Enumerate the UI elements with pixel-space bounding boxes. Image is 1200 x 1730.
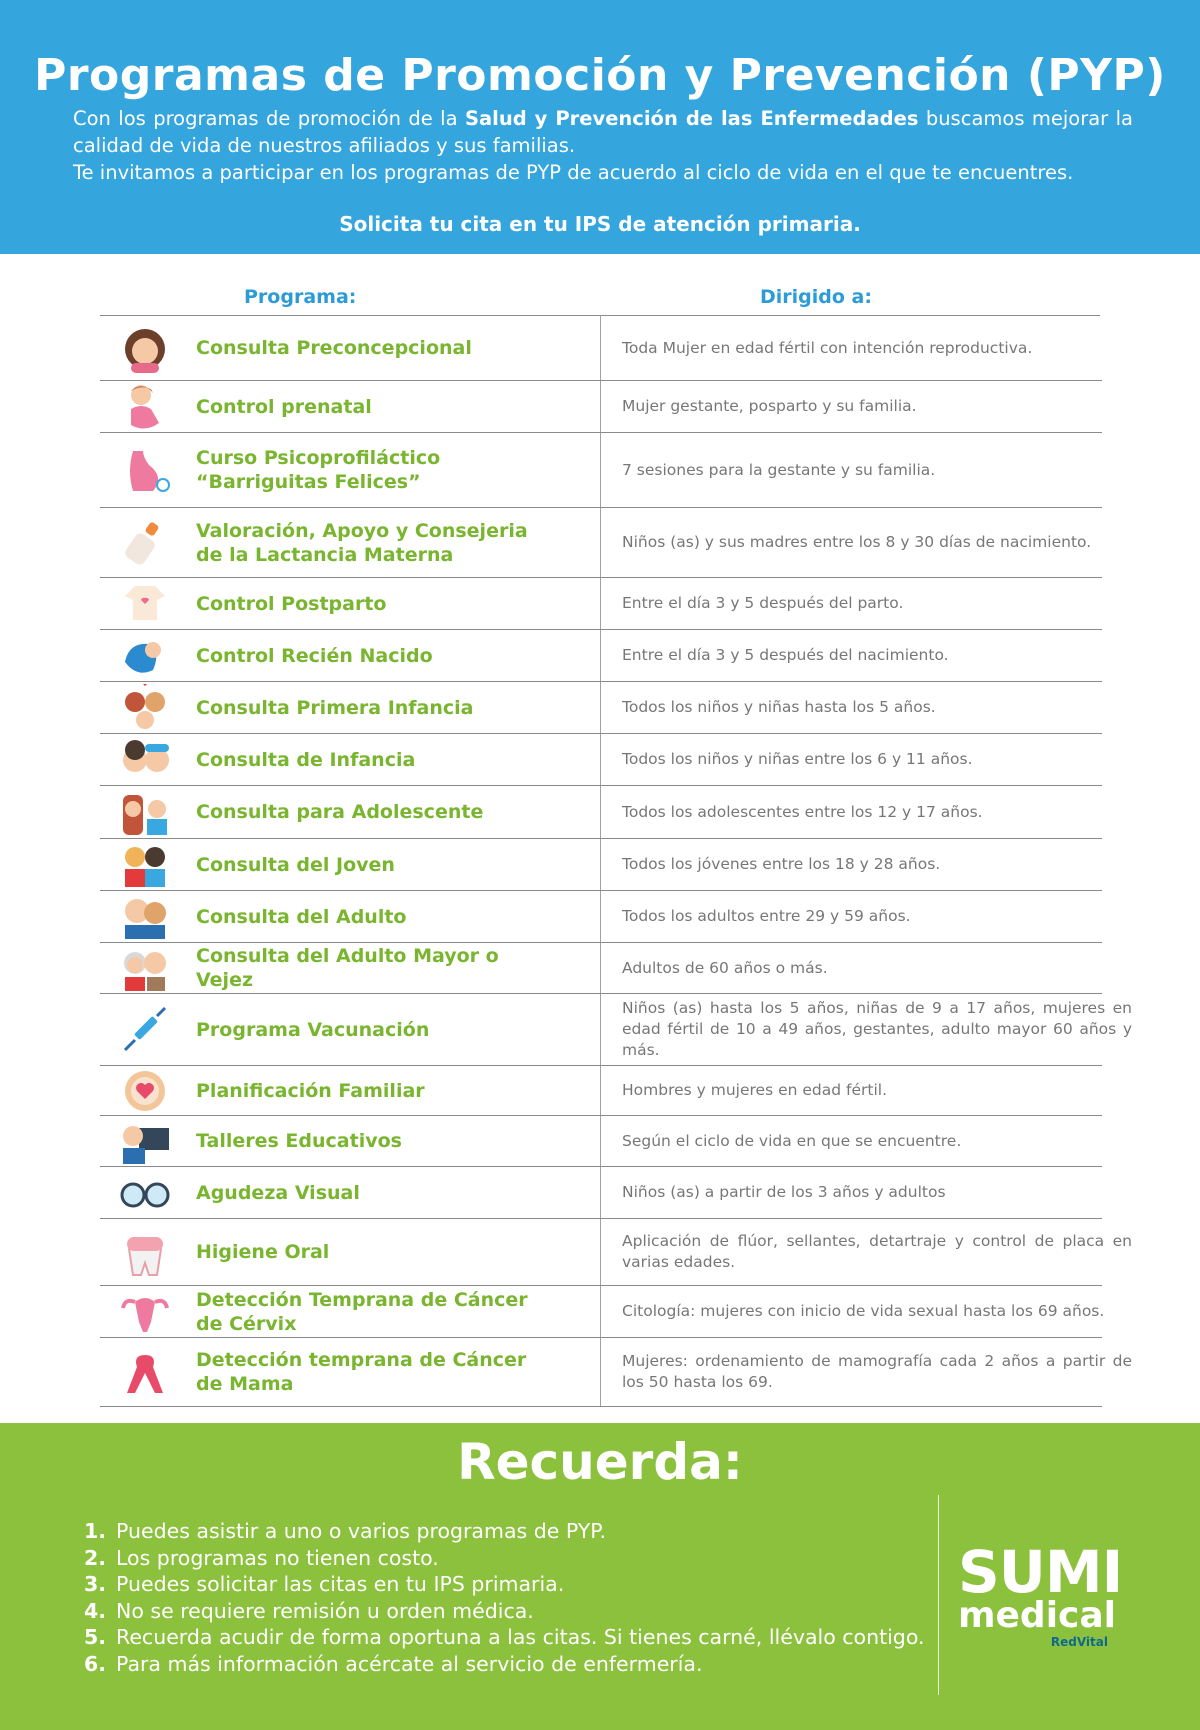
reminder-text: Puedes asistir a uno o varios programas de PYP. [116,1519,606,1543]
table-row [100,734,1102,786]
program-target: Niños (as) y sus madres entre los 8 y 30 días de nacimiento. [622,533,1092,551]
program-target: Todos los niños y niñas hasta los 5 años. [622,698,936,716]
reminder-number: 6. [84,1651,107,1676]
program-name: Consulta del Adulto Mayor o Vejez [196,945,499,991]
elderly-couple-icon [116,944,174,994]
reminder-list [84,1518,924,1677]
table-row [100,381,1102,433]
program-target: Aplicación de flúor, sellantes, detartraje y control de placa en varias edades. [622,1232,1132,1271]
logo-medical: medical [958,1595,1117,1636]
header-banner [0,0,1200,254]
program-name: Consulta de Infancia [196,748,416,771]
program-name: Consulta del Joven [196,853,395,876]
table-row [100,1116,1102,1167]
program-name: Valoración, Apoyo y Consejeria de la Lactancia Materna [196,519,528,566]
program-target: Todos los adultos entre 29 y 59 años. [622,907,911,925]
teenagers-icon [116,788,174,838]
table-row [100,786,1102,839]
pregnant-belly-icon [116,446,174,496]
sumi-medical-logo [958,1538,1123,1649]
family-icon [116,683,174,733]
reminder-item [84,1571,924,1598]
column-header-program: Programa: [244,286,357,308]
table-row [100,1219,1132,1286]
reminder-item [84,1598,924,1625]
program-target: Toda Mujer en edad fértil con intención reproductiva. [622,338,1033,357]
adults-icon [116,892,174,942]
reminder-text: No se requiere remisión u orden médica. [116,1598,534,1623]
program-name: Consulta para Adolescente [196,801,484,823]
cta-text: Solicita tu cita en tu IPS de atención primaria. [339,212,861,236]
reminder-text: Puedes solicitar las citas en tu IPS primaria. [116,1572,565,1596]
program-target: Todos los adolescentes entre los 12 y 17 años. [622,802,983,821]
program-target: Citología: mujeres con inicio de vida sexual hasta los 69 años. [622,1302,1105,1320]
program-target: Mujeres: ordenamiento de mamografía cada 2 años a partir de los 50 hasta los 69. [622,1352,1132,1391]
reminder-text: Los programas no tienen costo. [116,1545,439,1570]
table-row [100,1066,1102,1116]
table-row [100,433,1102,508]
table-row [100,1286,1105,1338]
program-name: Higiene Oral [196,1241,330,1263]
children-icon [116,735,174,785]
footer-banner [0,1423,1200,1730]
pink-ribbon-icon [116,1348,174,1398]
teacher-board-icon [116,1117,174,1167]
table-row [100,994,1132,1066]
program-name: Planificación Familiar [196,1079,425,1102]
program-name: Control prenatal [196,395,372,418]
program-target: Niños (as) a partir de los 3 años y adultos [622,1183,946,1201]
intro-text [73,105,1133,186]
program-name: Detección temprana de Cáncer de Mama [196,1349,527,1395]
program-name: Control Postparto [196,592,387,615]
program-name: Detección Temprana de Cáncer de Cérvix [196,1288,528,1335]
pregnant-woman-icon [116,382,174,432]
program-name: Curso Psicoprofiláctico “Barriguitas Felices” [196,447,441,493]
program-target: Según el ciclo de vida en que se encuentre. [622,1131,962,1150]
intro-part1: Con los programas de promoción de la [73,107,465,130]
program-name: Consulta Primera Infancia [196,696,474,719]
newborn-icon [116,631,174,681]
glasses-icon [116,1168,174,1218]
program-target: 7 sesiones para la gestante y su familia. [622,460,936,479]
program-target: Entre el día 3 y 5 después del parto. [622,594,904,612]
tooth-icon [116,1228,174,1278]
intro-bold: Salud y Prevención de las Enfermedades [464,107,919,130]
intro-line2: Te invitamos a participar en los programas de PYP de acuerdo al ciclo de vida en el que te encuentres. [73,161,1074,184]
reminder-item [84,1518,924,1545]
reminder-item [84,1545,924,1572]
program-name: Programa Vacunación [196,1018,430,1041]
table-row [100,891,1102,943]
logo-redvital: RedVital [1050,1635,1108,1649]
table-row [100,1338,1132,1407]
table-row [100,316,1102,381]
reminder-text: Para más información acércate al servicio de enfermería. [116,1651,703,1676]
logo-sumi: SUMI [958,1538,1123,1606]
footer-divider [938,1495,939,1695]
reminder-number: 3. [84,1572,107,1596]
reminder-number: 1. [84,1519,107,1543]
young-people-icon [116,840,174,890]
program-target: Mujer gestante, posparto y su familia. [622,397,917,415]
table-row [100,943,1102,994]
table-row [100,630,1102,682]
table-row [100,839,1102,891]
program-target: Todos los jóvenes entre los 18 y 28 años. [622,855,941,873]
heart-shield-icon [116,1066,174,1116]
program-name: Consulta Preconcepcional [196,337,472,359]
woman-face-icon [116,324,174,374]
reminder-number: 2. [84,1545,107,1570]
footer-title: Recuerda: [457,1433,743,1491]
reminder-text: Recuerda acudir de forma oportuna a las citas. Si tienes carné, llévalo contigo. [116,1625,925,1649]
program-target: Niños (as) hasta los 5 años, niñas de 9 a 17 años, mujeres en edad fértil de 10 a 49 años, gestantes, adulto mayor 60 años y más. [622,999,1132,1059]
page-title: Programas de Promoción y Prevención (PYP) [34,50,1166,101]
program-target: Adultos de 60 años o más. [622,958,828,977]
reminder-number: 4. [84,1598,107,1623]
baby-onesie-icon [116,579,174,629]
baby-bottle-icon [116,518,174,568]
table-row [100,508,1102,578]
syringe-icon [116,1005,174,1055]
reminder-item [84,1624,924,1651]
reminder-number: 5. [84,1625,107,1649]
program-target: Hombres y mujeres en edad fértil. [622,1081,887,1099]
column-header-target: Dirigido a: [760,286,872,308]
table-row [100,578,1102,630]
program-name: Control Recién Nacido [196,644,433,667]
uterus-icon [116,1287,174,1337]
table-row [100,682,1102,734]
program-name: Talleres Educativos [196,1130,402,1152]
program-name: Agudeza Visual [196,1181,360,1204]
program-name: Consulta del Adulto [196,905,407,928]
program-target: Todos los niños y niñas entre los 6 y 11 años. [622,750,973,768]
program-target: Entre el día 3 y 5 después del nacimiento. [622,646,949,664]
intro-part2: buscamos mejorar la calidad de vida de nuestros afiliados y sus familias. [73,107,1133,157]
reminder-item [84,1651,924,1678]
table-row [100,1167,1102,1219]
